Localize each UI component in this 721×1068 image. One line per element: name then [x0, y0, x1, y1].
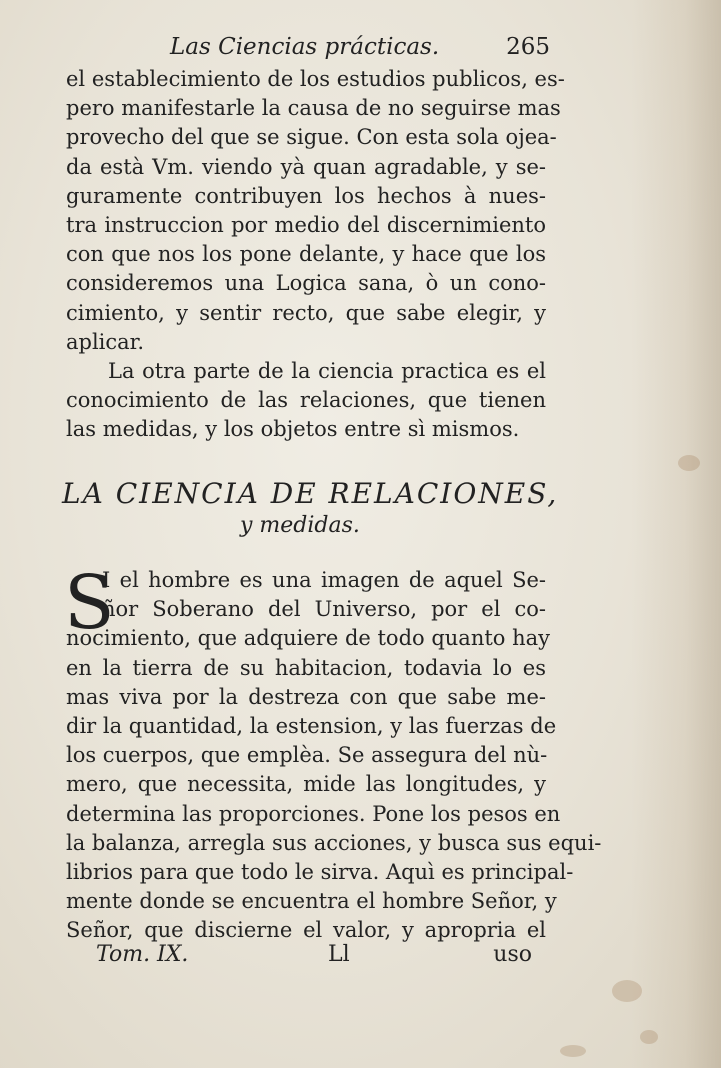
- page-number: 265: [506, 34, 550, 60]
- volume-mark: Tom. IX.: [96, 942, 189, 967]
- page-footer: [96, 942, 532, 972]
- text-line: mas viva por la destreza con que sabe me-: [66, 684, 546, 709]
- text-line: mente donde se encuentra el hombre Señor, y: [66, 889, 557, 914]
- text-line: en la tierra de su habitacion, todavia lo es: [66, 655, 546, 680]
- section-subheading: y medidas.: [240, 513, 360, 538]
- text-line: determina las proporciones. Pone los pesos en: [66, 801, 561, 826]
- foxing-spot: [678, 455, 700, 471]
- text-line: Señor, que discierne el valor, y apropria el: [66, 918, 546, 943]
- text-line: con que nos los pone delante, y hace que los: [66, 242, 546, 267]
- text-line: consideremos una Logica sana, ò un cono-: [66, 271, 546, 296]
- text-line: la balanza, arregla sus acciones, y busca sus equi-: [66, 830, 602, 855]
- text-line: I el hombre es una imagen de aquel Se-: [102, 568, 546, 592]
- text-line: da està Vm. viendo yà quan agradable, y se-: [66, 154, 546, 179]
- paragraph-1: [66, 65, 565, 357]
- text-line: aplicar.: [66, 329, 145, 354]
- text-line: provecho del que se sigue. Con esta sola ojea-: [66, 125, 557, 150]
- text-line: dir la quantidad, la estension, y las fuerzas de: [66, 713, 557, 738]
- text-line: las medidas, y los objetos entre sì mismos.: [66, 417, 520, 442]
- text-line: conocimiento de las relaciones, que tienen: [66, 388, 546, 413]
- text-line: tra instruccion por medio del discernimiento: [66, 212, 546, 237]
- text-line: La otra parte de la ciencia practica es el: [108, 359, 546, 383]
- foxing-spot: [560, 1045, 586, 1057]
- catchword: uso: [493, 942, 532, 967]
- foxing-spot: [612, 980, 642, 1002]
- section-heading: LA CIENCIA DE RELACIONES,: [62, 477, 559, 510]
- text-line: pero manifestarle la causa de no seguirse mas: [66, 96, 561, 121]
- drop-cap: S: [64, 560, 115, 646]
- page-edge-stain: [631, 0, 721, 1068]
- running-title: Las Ciencias prácticas.: [170, 34, 440, 60]
- text-line: librios para que todo le sirva. Aquì es principal-: [66, 859, 574, 884]
- text-line: guramente contribuyen los hechos à nues-: [66, 183, 546, 208]
- signature-mark: Ll: [328, 942, 350, 967]
- text-line: cimiento, y sentir recto, que sabe elegir, y: [66, 300, 546, 325]
- paragraph-3: [64, 560, 602, 945]
- text-line: los cuerpos, que emplèa. Se assegura del nù-: [66, 743, 548, 768]
- text-line: nocimiento, que adquiere de todo quanto hay: [66, 626, 551, 651]
- running-header: [170, 34, 550, 64]
- text-line: mero, que necessita, mide las longitudes, y: [66, 772, 546, 797]
- text-line: el establecimiento de los estudios publicos, es-: [66, 67, 565, 91]
- text-line: ñor Soberano del Universo, por el co-: [102, 597, 546, 622]
- paragraph-2: [66, 357, 546, 445]
- foxing-spot: [640, 1030, 658, 1044]
